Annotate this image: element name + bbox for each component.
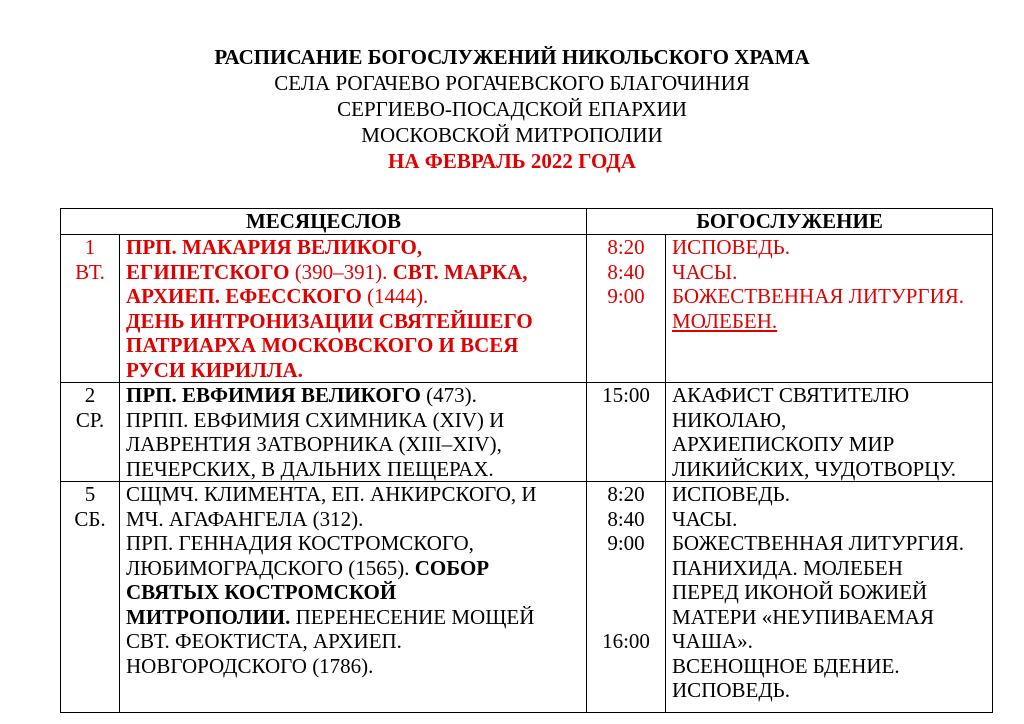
saint-text: ЕГИПЕТСКОГО [126,259,295,284]
service-time: 9:00 [607,284,645,308]
saint-text: ПЕРЕНЕСЕНИЕ МОЩЕЙ [295,604,535,629]
column-header-service: БОГОСЛУЖЕНИЕ [587,209,993,235]
time-cell [587,235,666,383]
saints-cell [120,482,587,713]
service-name: БОЖЕСТВЕННАЯ ЛИТУРГИЯ. [672,531,964,555]
service-name: АРХИЕПИСКОПУ МИР [672,432,895,456]
service-name: НИКОЛАЮ, [672,407,787,432]
service-cell [666,383,993,482]
service-name: БОЖЕСТВЕННАЯ ЛИТУРГИЯ. [672,284,964,308]
saint-text: СВЯТЫХ КОСТРОМСКОЙ [126,580,397,604]
document-header [0,44,1024,174]
column-header-calendar: МЕСЯЦЕСЛОВ [61,209,587,235]
table-row [61,235,993,383]
saint-text: СВТ. МАРКА, [392,259,528,284]
weekday: ВТ. [75,259,105,284]
day-number: 5 [84,482,96,506]
service-name: ИСПОВЕДЬ. [672,678,790,702]
header-month: НА ФЕВРАЛЬ 2022 ГОДА [388,149,636,173]
saint-text: СЩМЧ. КЛИМЕНТА, ЕП. АНКИРСКОГО, И [126,482,537,506]
service-cell [666,482,993,713]
table-header-row [61,209,993,235]
service-time: 8:20 [607,235,645,259]
saint-text: СОБОР [414,555,490,580]
saint-text: ПРП. ГЕННАДИЯ КОСТРОМСКОГО, [126,531,474,555]
saint-text: ПРП. ЕВФИМИЯ ВЕЛИКОГО [126,383,427,407]
saint-text: ПРПП. ЕВФИМИЯ СХИМНИКА (XIV) И [126,407,505,432]
service-time: 15:00 [602,383,650,407]
weekday: СР. [75,407,105,432]
header-eparchy: СЕРГИЕВО-ПОСАДСКОЙ ЕПАРХИИ [337,97,687,121]
service-name: ИСПОВЕДЬ. [672,235,790,259]
saint-text: (473). [426,383,477,407]
service-name: АКАФИСТ СВЯТИТЕЛЮ [672,383,910,407]
service-cell [666,235,993,383]
saints-cell [120,235,587,383]
saint-text: ЛАВРЕНТИЯ ЗАТВОРНИКА (XIII–XIV), [126,432,502,456]
day-number: 2 [84,383,96,407]
day-cell [61,235,120,383]
saint-text: СВТ. ФЕОКТИСТА, АРХИЕП. [126,629,402,653]
service-name: ЛИКИЙСКИХ, ЧУДОТВОРЦУ. [672,456,957,481]
saint-text: ДЕНЬ ИНТРОНИЗАЦИИ СВЯТЕЙШЕГО [126,308,533,333]
service-name: ЧАСЫ. [672,506,738,531]
service-name: ПЕРЕД ИКОНОЙ БОЖИЕЙ [672,580,928,604]
service-name: ИСПОВЕДЬ. [672,482,790,506]
saint-text: ПАТРИАРХА МОСКОВСКОГО И ВСЕЯ [126,333,519,357]
saints-cell [120,383,587,482]
saint-text: (390–391). [294,259,393,284]
day-cell [61,383,120,482]
saint-text: МИТРОПОЛИИ. [126,604,296,629]
header-metropolis: МОСКОВСКОЙ МИТРОПОЛИИ [361,123,663,147]
day-number: 1 [84,235,96,259]
saint-text: ЛЮБИМОГРАДСКОГО (1565). [126,555,415,580]
time-cell [587,482,666,713]
schedule-table [60,208,993,713]
service-time: 8:40 [607,506,645,531]
service-name: ЧАША». [672,629,753,653]
service-name: ВСЕНОЩНОЕ БДЕНИЕ. [672,653,900,678]
saint-text: РУСИ КИРИЛЛА. [126,357,303,382]
saint-text: АРХИЕП. ЕФЕССКОГО [126,284,368,308]
saint-text: МЧ. АГАФАНГЕЛА (312). [126,506,364,531]
table-row [61,383,993,482]
service-name: ПАНИХИДА. МОЛЕБЕН [672,555,903,580]
header-village: СЕЛА РОГАЧЕВО РОГАЧЕВСКОГО БЛАГОЧИНИЯ [274,71,750,95]
service-name: МОЛЕБЕН. [672,308,778,333]
time-cell [587,383,666,482]
time-spacer [587,556,665,630]
saint-text: НОВГОРОДСКОГО (1786). [126,653,374,678]
saint-text: (1444). [367,284,429,308]
weekday: СБ. [74,506,106,531]
saint-text: ПРП. МАКАРИЯ ВЕЛИКОГО, [126,235,423,259]
service-time: 9:00 [607,531,645,555]
service-name: ЧАСЫ. [672,259,738,284]
service-time: 8:20 [607,482,645,506]
table-row [61,482,993,713]
day-cell [61,482,120,713]
service-name: МАТЕРИ «НЕУПИВАЕМАЯ [672,604,934,629]
header-title: РАСПИСАНИЕ БОГОСЛУЖЕНИЙ НИКОЛЬСКОГО ХРАМА [214,45,810,69]
service-time: 16:00 [602,629,650,653]
saint-text: ПЕЧЕРСКИХ, В ДАЛЬНИХ ПЕЩЕРАХ. [126,456,494,481]
service-time: 8:40 [607,259,645,284]
